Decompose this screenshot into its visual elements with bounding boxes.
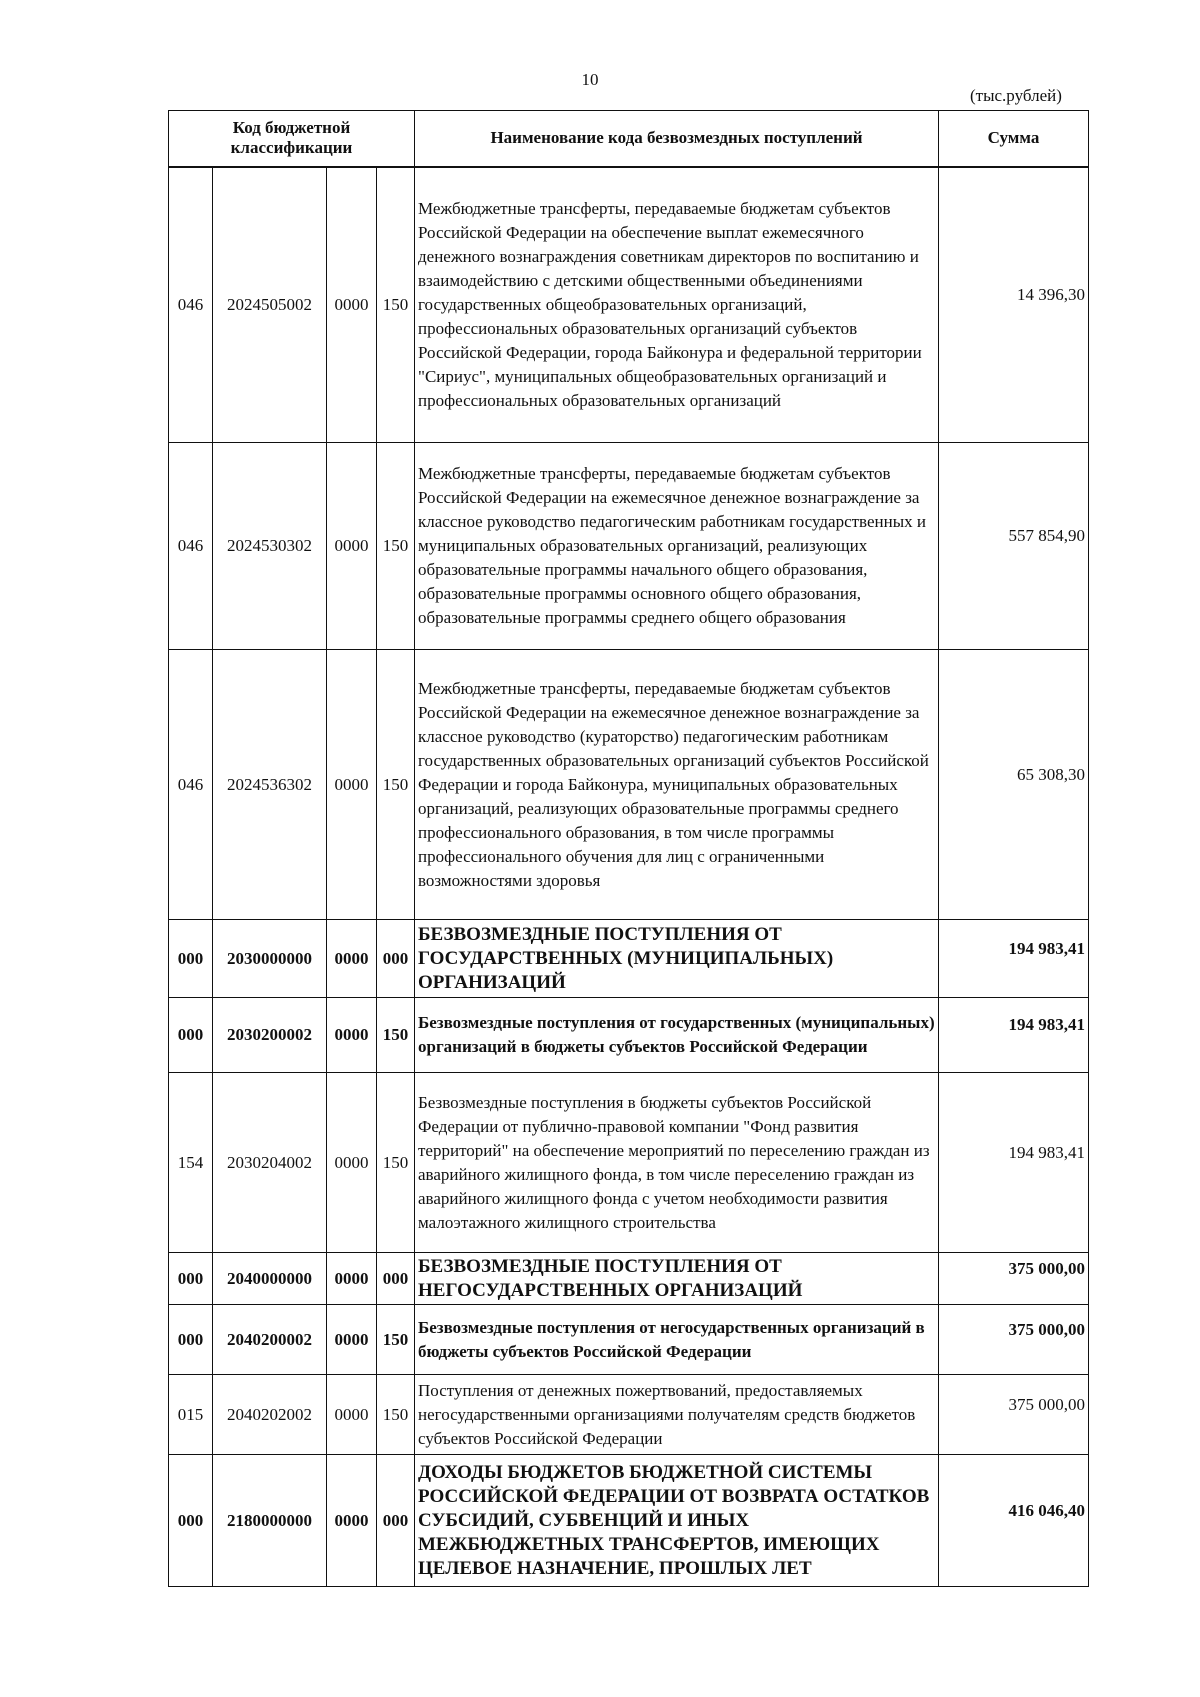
- admin-code: 046: [169, 443, 213, 650]
- table-row: [169, 1455, 1089, 1587]
- admin-code: 154: [169, 1073, 213, 1253]
- row-sum: [939, 650, 1089, 920]
- row-name: Безвозмездные поступления от негосударственных организаций в бюджеты субъектов Российской Федерации: [415, 1305, 939, 1375]
- subtype-code: 0000: [327, 1253, 377, 1305]
- row-sum: [939, 167, 1089, 443]
- table-row: [169, 1253, 1089, 1305]
- kosgu-code: 150: [377, 998, 415, 1073]
- row-sum-value: 557 854,90: [1008, 526, 1085, 545]
- kosgu-code: 000: [377, 1455, 415, 1587]
- row-sum: [939, 920, 1089, 998]
- income-code: 2024536302: [213, 650, 327, 920]
- header-sum: Сумма: [939, 111, 1089, 167]
- row-sum-value: 65 308,30: [1017, 764, 1085, 784]
- row-name: Межбюджетные трансферты, передаваемые бюджетам субъектов Российской Федерации на ежемесячное денежное вознаграждение за классное руководство педагогическим работникам государственных и муниципальных образовательных организаций, реализующих образовательные программы начального общего образования, образовательные программы основного общего образования, образовательные программы среднего общего образования: [415, 443, 939, 650]
- kosgu-code: 150: [377, 1073, 415, 1253]
- row-name: БЕЗВОЗМЕЗДНЫЕ ПОСТУПЛЕНИЯ ОТ НЕГОСУДАРСТВЕННЫХ ОРГАНИЗАЦИЙ: [415, 1253, 939, 1305]
- income-code: 2024530302: [213, 443, 327, 650]
- row-sum-value: 416 046,40: [1008, 1500, 1085, 1520]
- kosgu-code: 000: [377, 920, 415, 998]
- kosgu-code: 150: [377, 443, 415, 650]
- row-sum-value: 194 983,41: [1008, 1015, 1085, 1034]
- admin-code: 046: [169, 167, 213, 443]
- subtype-code: 0000: [327, 167, 377, 443]
- kosgu-code: 150: [377, 167, 415, 443]
- admin-code: 000: [169, 920, 213, 998]
- income-code: 2040200002: [213, 1305, 327, 1375]
- subtype-code: 0000: [327, 998, 377, 1073]
- header-name: Наименование кода безвозмездных поступлений: [415, 111, 939, 167]
- income-code: 2030000000: [213, 920, 327, 998]
- kosgu-code: 150: [377, 650, 415, 920]
- page-number: 10: [581, 70, 599, 89]
- table-row: [169, 998, 1089, 1073]
- kosgu-code: 150: [377, 1375, 415, 1455]
- row-sum: [939, 1305, 1089, 1375]
- row-name: БЕЗВОЗМЕЗДНЫЕ ПОСТУПЛЕНИЯ ОТ ГОСУДАРСТВЕННЫХ (МУНИЦИПАЛЬНЫХ) ОРГАНИЗАЦИЙ: [415, 920, 939, 998]
- table-header-row: [169, 111, 1089, 167]
- row-name: Межбюджетные трансферты, передаваемые бюджетам субъектов Российской Федерации на обеспечение выплат ежемесячного денежного вознаграждения советникам директоров по воспитанию и взаимодействию с детскими общественными объединениями государственных общеобразовательных организаций, профессиональных образовательных организаций субъектов Российской Федерации, города Байконура и федеральной территории "Сириус", муниципальных общеобразовательных организаций и профессиональных образовательных организаций: [415, 167, 939, 443]
- row-sum: [939, 443, 1089, 650]
- subtype-code: 0000: [327, 1455, 377, 1587]
- row-sum-value: 194 983,41: [1008, 1142, 1085, 1162]
- row-sum-value: 375 000,00: [1008, 1394, 1085, 1414]
- row-sum: [939, 1073, 1089, 1253]
- subtype-code: 0000: [327, 443, 377, 650]
- row-sum-value: 14 396,30: [1017, 284, 1085, 304]
- row-name: Поступления от денежных пожертвований, предоставляемых негосударственными организациями получателям средств бюджетов субъектов Российской Федерации: [415, 1375, 939, 1455]
- table-row: [169, 1305, 1089, 1375]
- income-code: 2040202002: [213, 1375, 327, 1455]
- row-name: Межбюджетные трансферты, передаваемые бюджетам субъектов Российской Федерации на ежемесячное денежное вознаграждение за классное руководство (кураторство) педагогическим работникам государственных образовательных организаций субъектов Российской Федерации и города Байконура, муниципальных образовательных организаций, реализующих образовательные программы среднего профессионального образования, в том числе программы профессионального обучения для лиц с ограниченными возможностями здоровья: [415, 650, 939, 920]
- kosgu-code: 000: [377, 1253, 415, 1305]
- subtype-code: 0000: [327, 1073, 377, 1253]
- subtype-code: 0000: [327, 1305, 377, 1375]
- table-row: [169, 443, 1089, 650]
- row-sum: [939, 1375, 1089, 1455]
- units-label: (тыс.рублей): [970, 86, 1062, 105]
- kosgu-code: 150: [377, 1305, 415, 1375]
- table-row: [169, 650, 1089, 920]
- row-sum: [939, 1455, 1089, 1587]
- table-row: [169, 167, 1089, 443]
- row-name: Безвозмездные поступления от государственных (муниципальных) организаций в бюджеты субъектов Российской Федерации: [415, 998, 939, 1073]
- budget-table: [168, 110, 1089, 1587]
- table-row: [169, 1375, 1089, 1455]
- admin-code: 046: [169, 650, 213, 920]
- admin-code: 000: [169, 1253, 213, 1305]
- income-code: 2030204002: [213, 1073, 327, 1253]
- row-sum-value: 375 000,00: [1008, 1258, 1085, 1278]
- admin-code: 000: [169, 998, 213, 1073]
- admin-code: 000: [169, 1455, 213, 1587]
- row-sum: [939, 1253, 1089, 1305]
- row-sum: [939, 998, 1089, 1073]
- income-code: 2030200002: [213, 998, 327, 1073]
- income-code: 2180000000: [213, 1455, 327, 1587]
- table-row: [169, 1073, 1089, 1253]
- header-code: Код бюджетной классификации: [169, 111, 415, 167]
- subtype-code: 0000: [327, 1375, 377, 1455]
- subtype-code: 0000: [327, 650, 377, 920]
- admin-code: 015: [169, 1375, 213, 1455]
- table-row: [169, 920, 1089, 998]
- row-sum-value: 194 983,41: [1008, 938, 1085, 958]
- row-sum-value: 375 000,00: [1008, 1319, 1085, 1339]
- subtype-code: 0000: [327, 920, 377, 998]
- income-code: 2040000000: [213, 1253, 327, 1305]
- admin-code: 000: [169, 1305, 213, 1375]
- row-name: ДОХОДЫ БЮДЖЕТОВ БЮДЖЕТНОЙ СИСТЕМЫ РОССИЙСКОЙ ФЕДЕРАЦИИ ОТ ВОЗВРАТА ОСТАТКОВ СУБСИДИЙ, СУБВЕНЦИЙ И ИНЫХ МЕЖБЮДЖЕТНЫХ ТРАНСФЕРТОВ, ИМЕЮЩИХ ЦЕЛЕВОЕ НАЗНАЧЕНИЕ, ПРОШЛЫХ ЛЕТ: [415, 1455, 939, 1587]
- income-code: 2024505002: [213, 167, 327, 443]
- row-name: Безвозмездные поступления в бюджеты субъектов Российской Федерации от публично-правовой компании "Фонд развития территорий" на обеспечение мероприятий по переселению граждан из аварийного жилищного фонда, в том числе переселению граждан из аварийного жилищного фонда с учетом необходимости развития малоэтажного жилищного строительства: [415, 1073, 939, 1253]
